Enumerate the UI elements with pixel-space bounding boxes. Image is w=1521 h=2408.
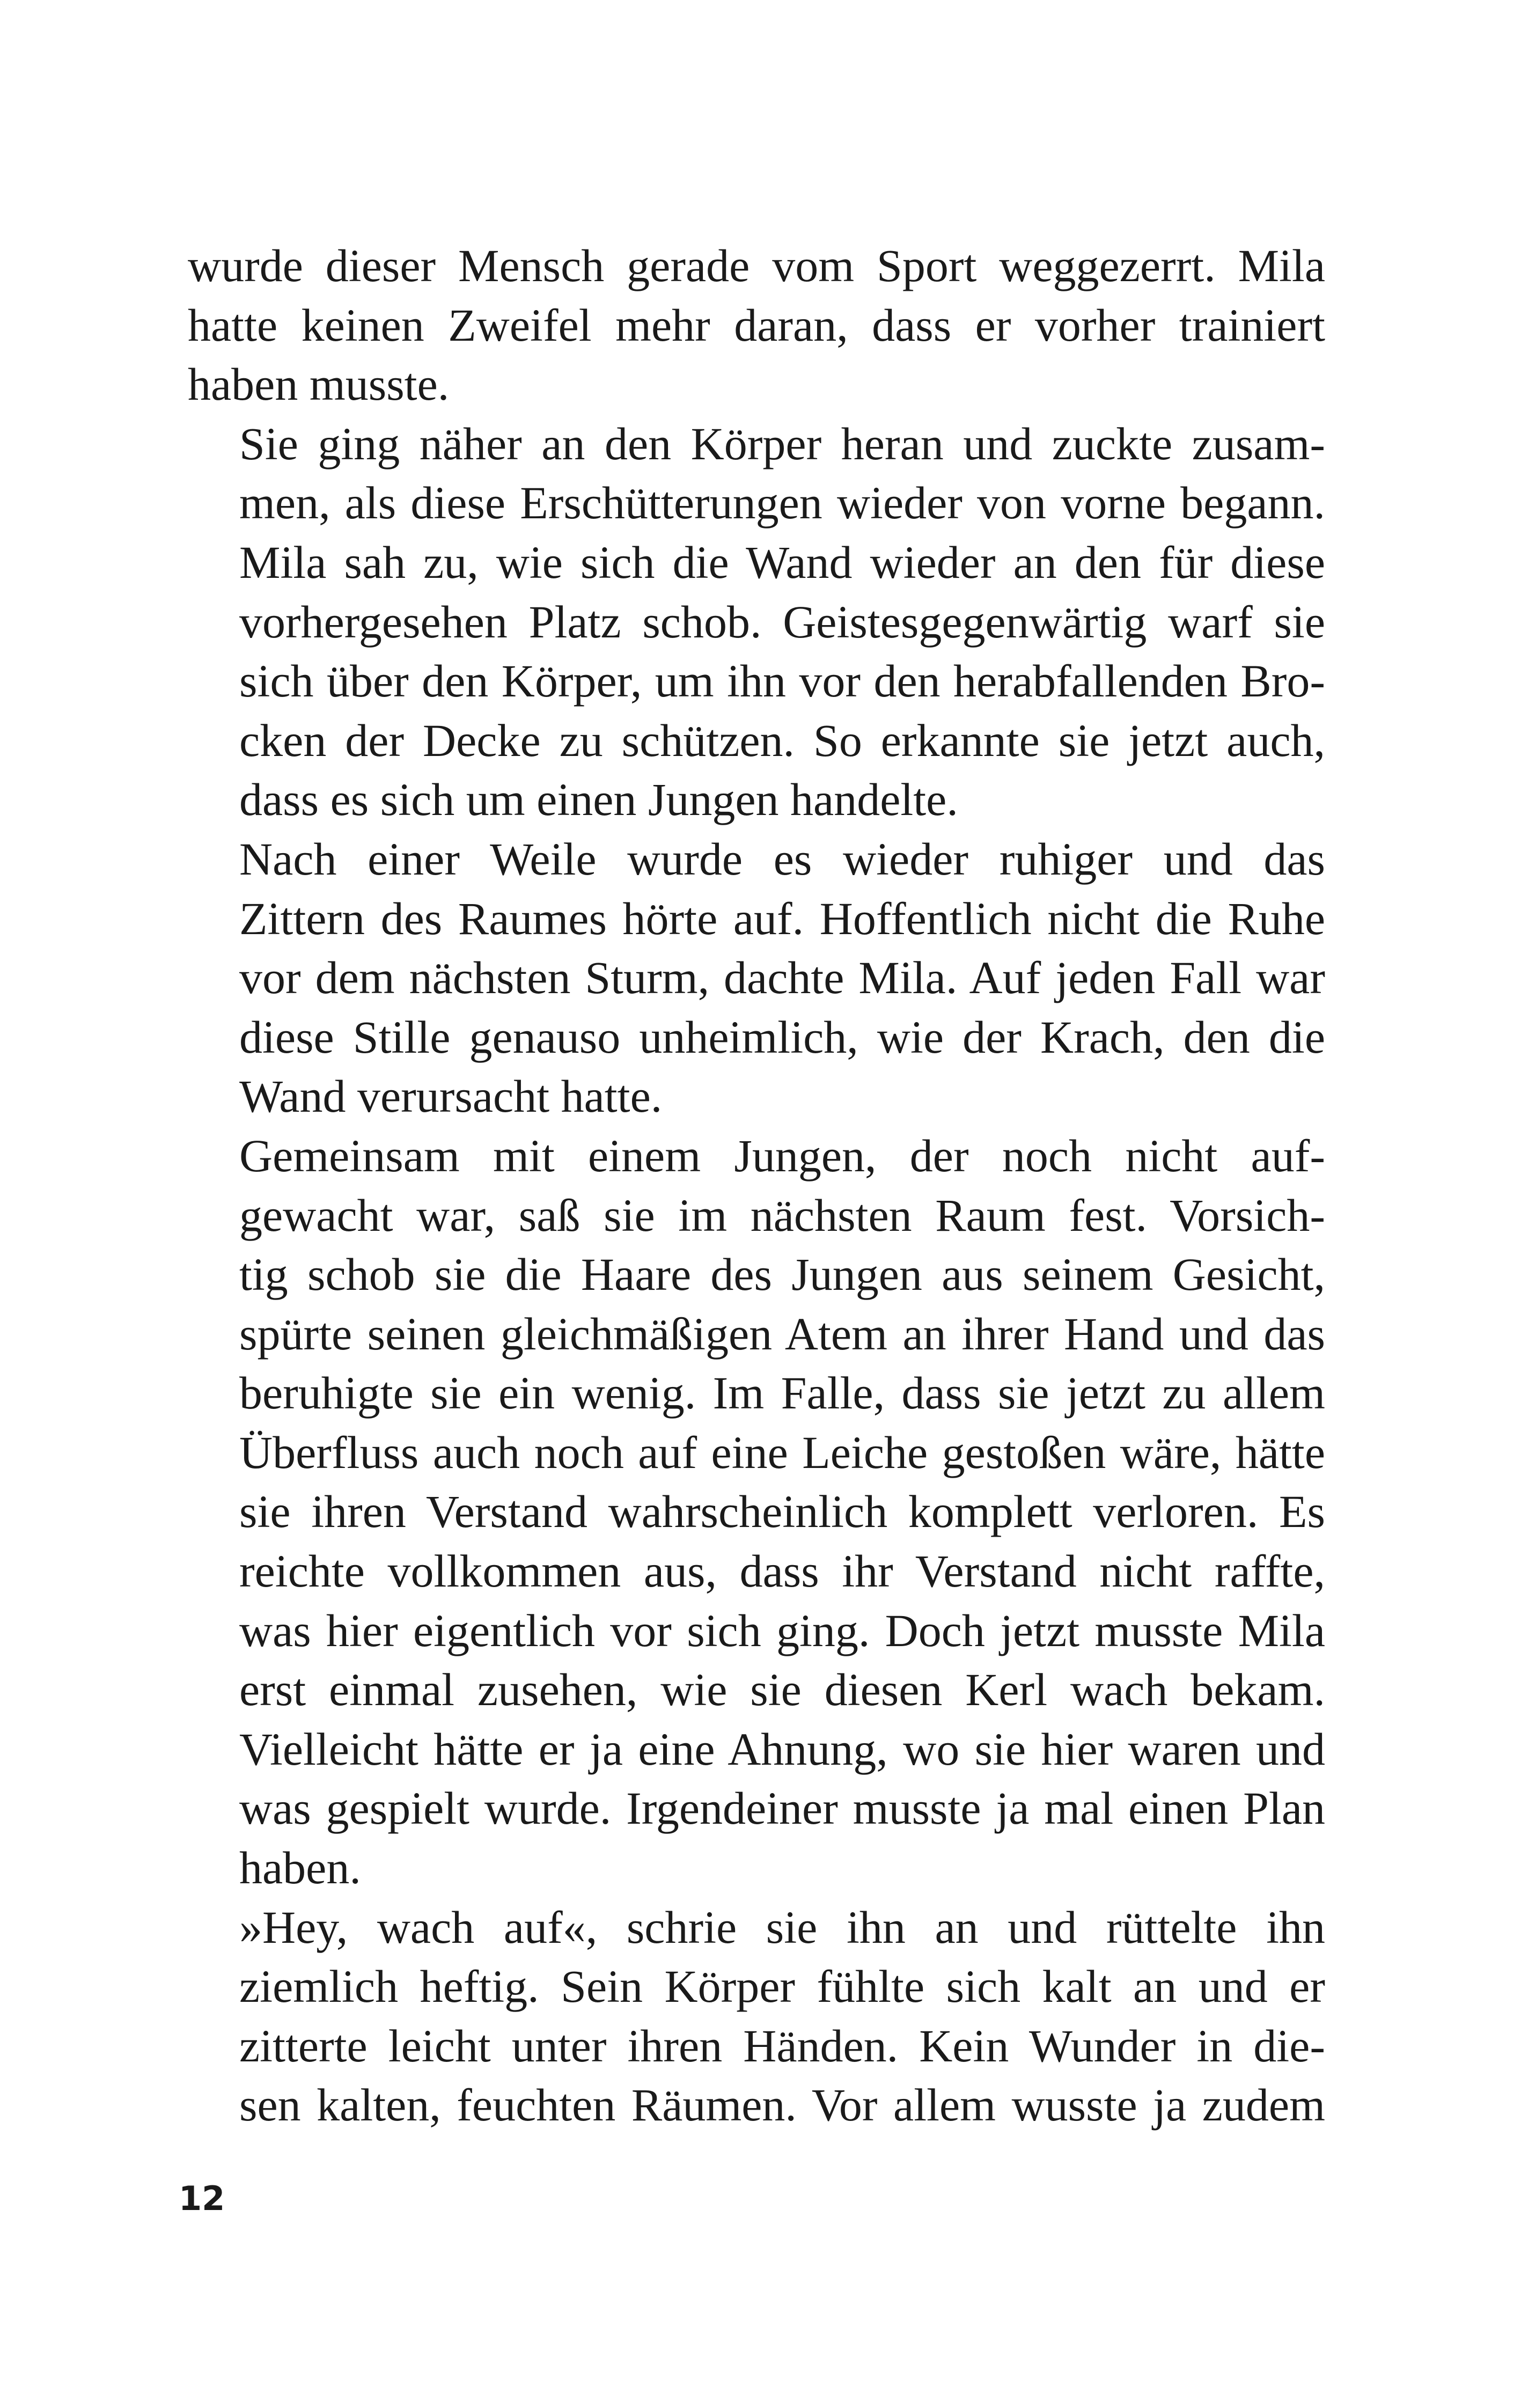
paragraph — [188, 1126, 1325, 1898]
text-line: diese Stille genauso unheimlich, wie der Krach, den die — [239, 1011, 1325, 1063]
text-line: Mila sah zu, wie sich die Wand wieder an den für diese — [239, 536, 1325, 588]
text-line: spürte seinen gleichmäßigen Atem an ihrer Hand und das — [239, 1308, 1325, 1360]
paragraph — [188, 829, 1325, 1126]
text-line: Nach einer Weile wurde es wieder ruhiger und das — [239, 833, 1325, 885]
text-line: was gespielt wurde. Irgendeiner musste ja mal einen Plan — [239, 1782, 1325, 1834]
text-line: Wand verursacht hatte. — [239, 1070, 663, 1122]
text-line: zitterte leicht unter ihren Händen. Kein Wunder in die- — [239, 2020, 1325, 2072]
text-line: cken der Decke zu schützen. So erkannte sie jetzt auch, — [239, 714, 1325, 766]
text-line: Sie ging näher an den Körper heran und zuckte zusam- — [239, 417, 1325, 469]
text-line: tig schob sie die Haare des Jungen aus seinem Gesicht, — [239, 1249, 1325, 1301]
text-line: sich über den Körper, um ihn vor den herabfallenden Bro- — [239, 655, 1325, 707]
text-line: Überfluss auch noch auf eine Leiche gestoßen wäre, hätte — [239, 1426, 1325, 1478]
text-line: vor dem nächsten Sturm, dachte Mila. Auf jeden Fall war — [239, 952, 1325, 1004]
paragraph — [188, 236, 1325, 414]
text-line: sie ihren Verstand wahrscheinlich komplett verloren. Es — [239, 1486, 1325, 1538]
text-line: ziemlich heftig. Sein Körper fühlte sich kalt an und er — [239, 1961, 1325, 2013]
text-line: gewacht war, saß sie im nächsten Raum fest. Vorsich- — [239, 1189, 1325, 1241]
text-line: haben musste. — [188, 358, 450, 410]
text-line: was hier eigentlich vor sich ging. Doch jetzt musste Mila — [239, 1604, 1325, 1656]
paragraph — [188, 1898, 1325, 2135]
text-line: men, als diese Erschütterungen wieder von vorne begann. — [239, 477, 1325, 529]
text-line: hatte keinen Zweifel mehr daran, dass er vorher trainiert — [188, 299, 1325, 351]
text-line: Zittern des Raumes hörte auf. Hoffentlich nicht die Ruhe — [239, 892, 1325, 944]
text-line: Gemeinsam mit einem Jungen, der noch nicht auf- — [239, 1129, 1325, 1181]
text-line: reichte vollkommen aus, dass ihr Verstand nicht raffte, — [239, 1545, 1325, 1597]
text-line: »Hey, wach auf«, schrie sie ihn an und rüttelte ihn — [239, 1901, 1325, 1953]
text-line: haben. — [239, 1842, 361, 1894]
text-line: sen kalten, feuchten Räumen. Vor allem wusste ja zudem — [239, 2079, 1325, 2131]
body-text — [188, 236, 1325, 2135]
text-line: erst einmal zusehen, wie sie diesen Kerl wach bekam. — [239, 1664, 1325, 1716]
paragraph — [188, 414, 1325, 829]
text-line: dass es sich um einen Jungen handelte. — [239, 774, 958, 826]
page-number: 12 — [179, 2179, 225, 2218]
text-line: beruhigte sie ein wenig. Im Falle, dass sie jetzt zu allem — [239, 1367, 1325, 1419]
text-line: wurde dieser Mensch gerade vom Sport weggezerrt. Mila — [188, 240, 1325, 291]
text-line: Vielleicht hätte er ja eine Ahnung, wo sie hier waren und — [239, 1723, 1325, 1775]
text-line: vorhergesehen Platz schob. Geistesgegenwärtig warf sie — [239, 596, 1325, 648]
